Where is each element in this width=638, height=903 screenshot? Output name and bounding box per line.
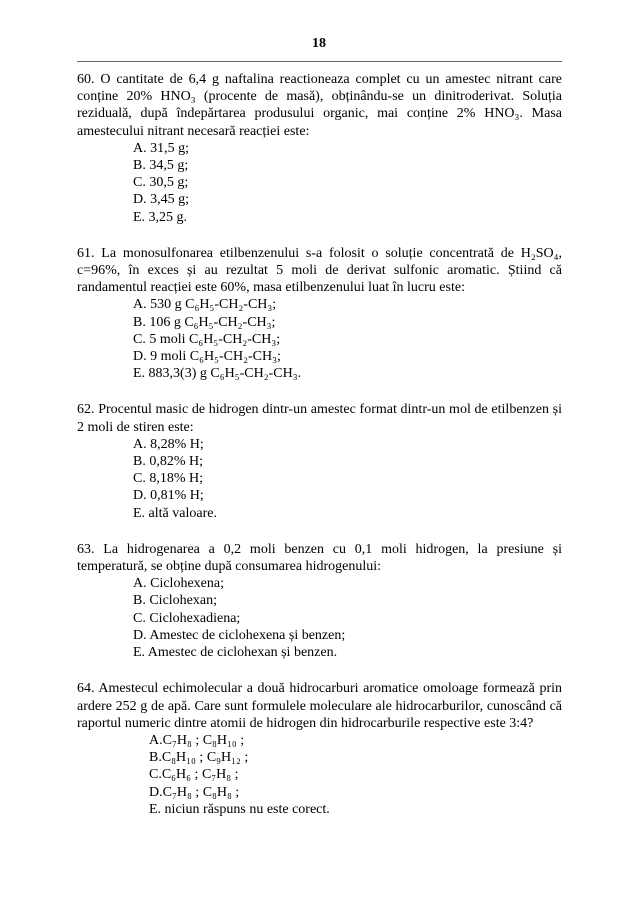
- question-text: 62. Procentul masic de hidrogen dintr-un amestec format dintr-un mol de etilbenzen și 2 moli de stiren este:: [77, 402, 562, 435]
- answer-options: [77, 575, 562, 661]
- question-text: 64. Amestecul echimolecular a două hidrocarburi aromatice omoloage formează prin ardere 252 g de apă. Care sunt formulele moleculare ale hidrocarburilor, cunoscând că raportul numeric dintre atomii de hidrogen din hidrocarburile respective este 3:4?: [77, 681, 562, 731]
- option-e: E. altă valoare.: [133, 505, 217, 521]
- option-b: B. 34,5 g;: [133, 158, 189, 174]
- option-a: A. 8,28% H;: [133, 436, 204, 452]
- question-text: 61. La monosulfonarea etilbenzenului s-a folosit o soluție concentrată de H₂SO₄, c=96%, în exces și au rezultat 5 moli de derivat sulfonic aromatic. Știind că randamentul reacției este 60%, masa etilbenzenului luat în lucru este:: [77, 245, 562, 296]
- option-a: A. 31,5 g;: [133, 140, 189, 156]
- question-63: [77, 541, 562, 661]
- answer-options: [77, 436, 562, 522]
- option-d: D. 0,81% H;: [133, 488, 204, 504]
- question-64: [77, 680, 562, 818]
- option-a: A. 530 g C₆H₅-CH₂-CH₃;: [133, 297, 277, 313]
- option-e: E. Amestec de ciclohexan și benzen.: [133, 645, 338, 661]
- answer-options: [77, 732, 562, 818]
- option-d: D. Amestec de ciclohexena și benzen;: [133, 627, 346, 643]
- question-62: [77, 401, 562, 521]
- question-text: 60. O cantitate de 6,4 g naftalina reactioneaza complet cu un amestec nitrant care conține 20% HNO₃ (procente de masă), obținându-se un dinitroderivat. Soluția reziduală, după îndepărtarea produsului organic, mai conține 2% HNO₃. Masa amestecului nitrant necesară reacției este:: [77, 72, 562, 139]
- option-c: C. 8,18% H;: [133, 471, 203, 487]
- option-e: E. 883,3(3) g C₆H₅-CH₂-CH₃.: [133, 366, 302, 382]
- option-e: E. 3,25 g.: [133, 209, 188, 225]
- option-b: B. 106 g C₆H₅-CH₂-CH₃;: [133, 314, 276, 330]
- option-d: D.C₇H₈ ; C₈H₈ ;: [149, 784, 240, 800]
- option-b: B. 0,82% H;: [133, 454, 203, 470]
- option-b: B. Ciclohexan;: [133, 593, 217, 609]
- page-number: 18: [312, 36, 326, 51]
- option-d: D. 3,45 g;: [133, 192, 189, 208]
- answer-options: [77, 140, 562, 226]
- option-d: D. 9 moli C₆H₅-CH₂-CH₃;: [133, 349, 281, 365]
- answer-options: [77, 296, 562, 382]
- question-text: 63. La hidrogenarea a 0,2 moli benzen cu 0,1 moli hidrogen, la presiune și temperatură, se obține după consumarea hidrogenului:: [77, 541, 562, 575]
- option-c: C. Ciclohexadiena;: [133, 610, 241, 626]
- option-c: C.C₆H₆ ; C₇H₈ ;: [149, 767, 239, 783]
- option-c: C. 30,5 g;: [133, 175, 189, 191]
- question-60: [77, 71, 562, 226]
- header-rule: [77, 61, 562, 62]
- option-c: C. 5 moli C₆H₅-CH₂-CH₃;: [133, 331, 281, 347]
- option-a: A. Ciclohexena;: [133, 576, 224, 592]
- question-61: [77, 245, 562, 383]
- option-e: E. niciun răspuns nu este corect.: [149, 801, 330, 817]
- page-content: [77, 71, 562, 837]
- option-b: B.C₈H₁₀ ; C₉H₁₂ ;: [149, 750, 249, 766]
- option-a: A.C₇H₈ ; C₈H₁₀ ;: [149, 732, 245, 748]
